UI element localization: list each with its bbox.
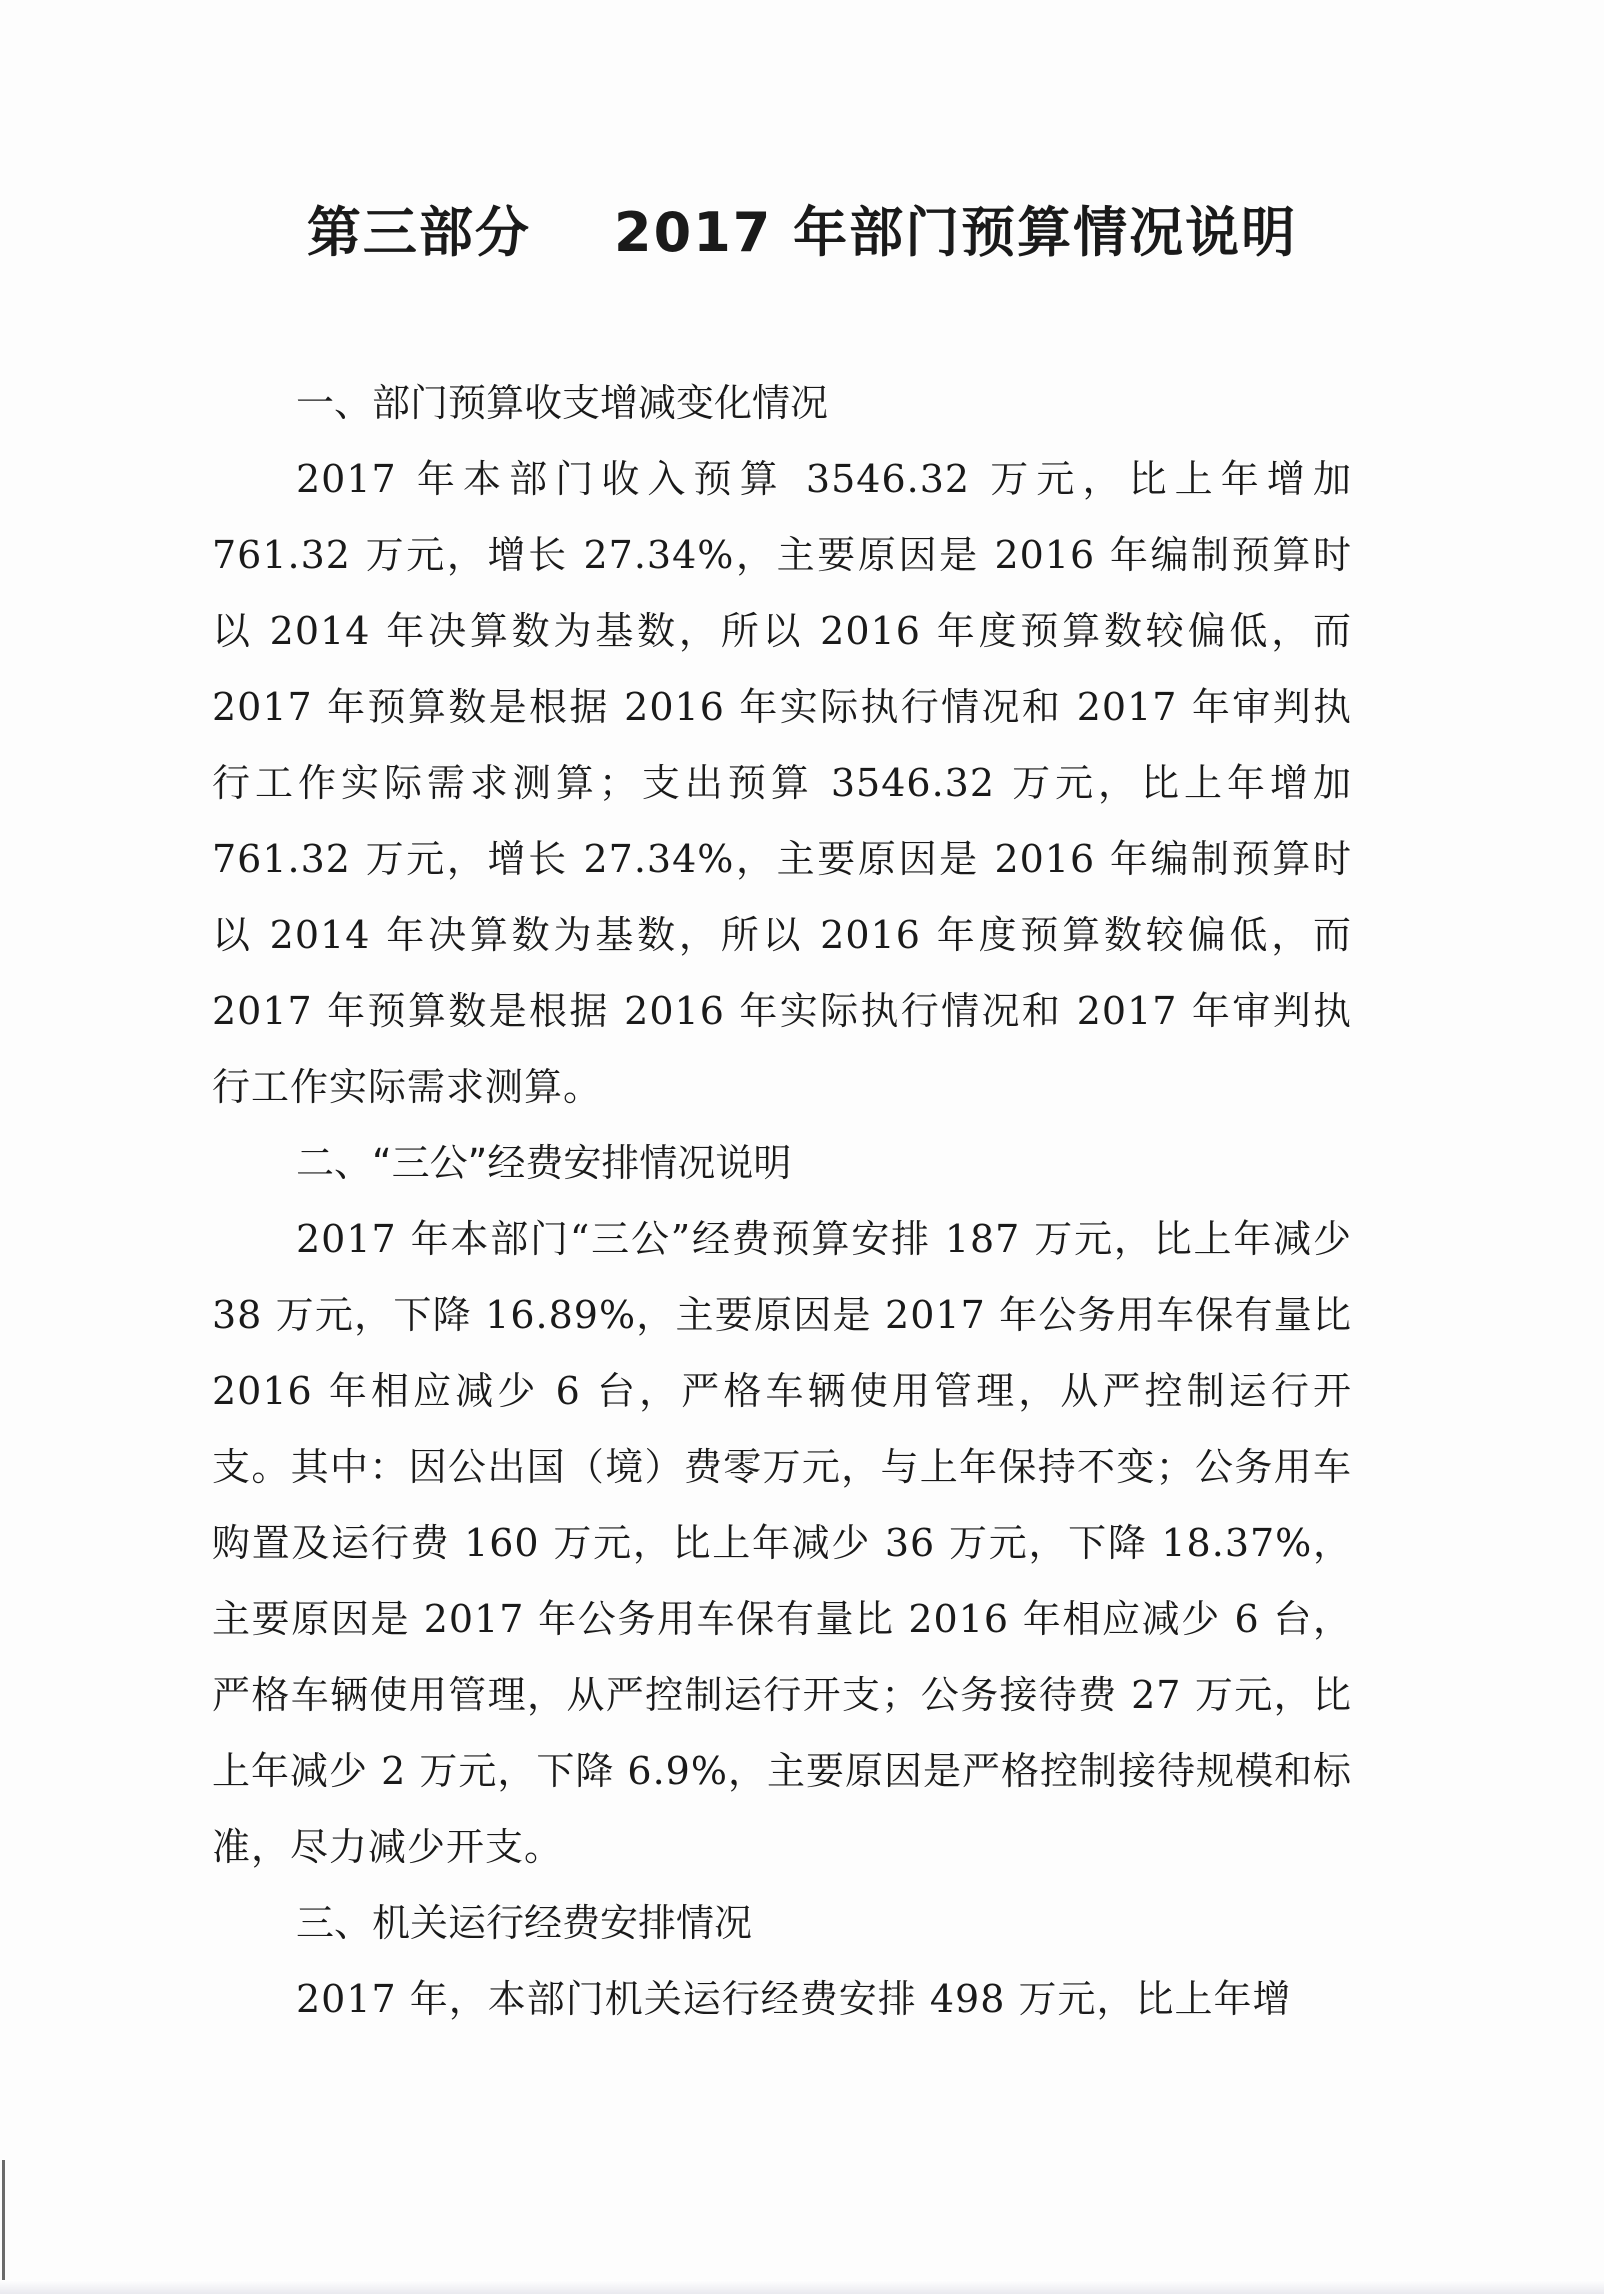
- section-2-paragraph: 2017 年本部门“三公”经费预算安排 187 万元，比上年减少 38 万元，下降 16.89%，主要原因是 2017 年公务用车保有量比 2016 年相应减少 6 台，严格车辆使用管理，从严控制运行开支。其中：因公出国（境）费零万元，与上年保持不变；公务用车购置及运行费 160 万元，比上年减少 36 万元，下降 18.37%，主要原因是 2017 年公务用车保有量比 2016 年相应减少 6 台，严格车辆使用管理，从严控制运行开支；公务接待费 27 万元，比上年减少 2 万元，下降 6.9%，主要原因是严格控制接待规模和标准，尽力减少开支。: [212, 1217, 1352, 1869]
- section-2-heading: 二、“三公”经费安排情况说明: [296, 1141, 792, 1185]
- document-body: [212, 365, 1352, 2037]
- section-1-paragraph: 2017 年本部门收入预算 3546.32 万元，比上年增加761.32 万元，增长 27.34%，主要原因是 2016 年编制预算时以 2014 年决算数为基数，所以 2016 年度预算数较偏低，而2017 年预算数是根据 2016 年实际执行情况和 2017 年审判执行工作实际需求测算；支出预算 3546.32 万元，比上年增加761.32 万元，增长 27.34%，主要原因是 2016 年编制预算时以 2014 年决算数为基数，所以 2016 年度预算数较偏低，而2017 年预算数是根据 2016 年实际执行情况和 2017 年审判执行工作实际需求测算。: [212, 457, 1352, 1109]
- page-title: 第三部分 2017 年部门预算情况说明: [306, 201, 1298, 264]
- scan-edge-mark: [2, 2160, 5, 2294]
- scan-bottom-shadow: [0, 2280, 1604, 2294]
- section-3-heading: 三、机关运行经费安排情况: [296, 1901, 753, 1945]
- section-3-paragraph: 2017 年，本部门机关运行经费安排 498 万元，比上年增: [296, 1977, 1292, 2021]
- section-1-heading: 一、部门预算收支增减变化情况: [296, 381, 829, 425]
